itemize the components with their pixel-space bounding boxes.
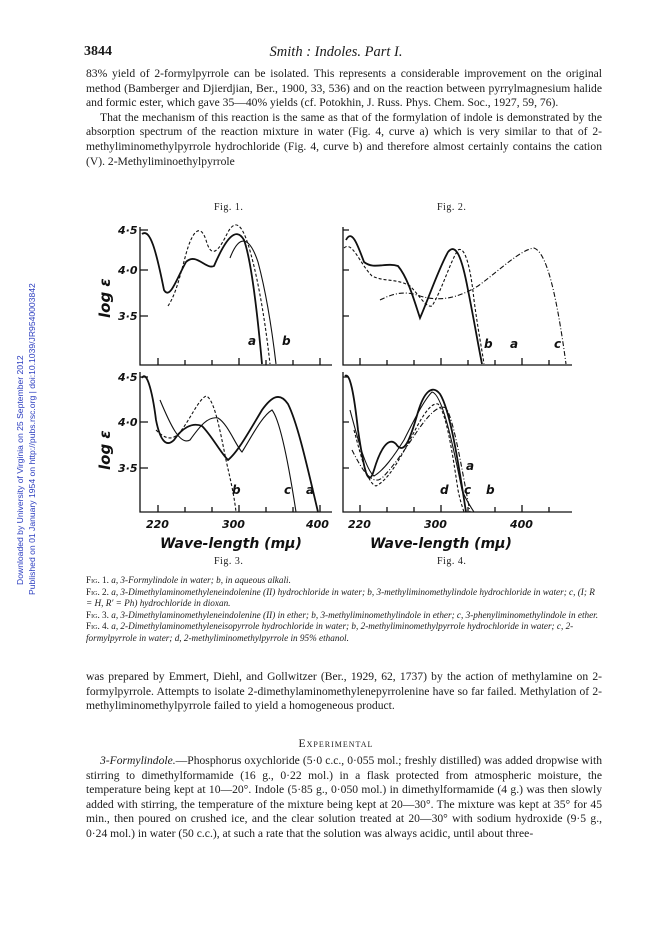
fig2-frame [343,227,572,365]
fig1-ytick-35: 3·5 [118,310,138,323]
caption-fig1-text: a, 3-Formylindole in water; b, in aqueous alkali. [111,575,291,585]
fig1-frame [140,227,332,365]
fig4-title: Fig. 4. [437,556,467,567]
caption-fig2-label: Fig. 2. [86,586,109,597]
fig4-frame [343,372,572,512]
figure-captions [86,575,602,645]
fig3-label-a: a [306,483,315,497]
section-title-experimental: Experimental [298,737,374,750]
fig1-ylabel: log ε [96,278,114,318]
paragraph-1: 83% yield of 2-formylpyrrole can be isolated. This represents a considerable improvement on the original method (Bamberger and Djierdjian, Ber., 1900, 33, 536) and on the reaction between pyrrylmagnesium halide and formic ester, which gave 35—40% yields (cf. Potokhin, J. Russ. Phys. Chem. Soc., 1927, 59, 76). [86,67,602,110]
caption-fig1-label: Fig. 1. [86,575,109,585]
experimental-body: —Phosphorus oxychloride (5·0 c.c., 0·055 mol.; freshly distilled) was added dropwise with stirring to dimethylformamide (16 g., 0·22 mol.) in a flask protected from atmospheric moisture, the temperature being kept at 10—20°. Indole (5·85 g., 0·050 mol.) in dimethylformamide (4 g.) was then slowly added with stirring, the temperature of the mixture being kept at 20—30°. The mixture was kept at 35° for 45 min., then poured on crushed ice, and the clear solution treated at 20—30° with sodium hydroxide (9·5 g., 0·24 mol.) in water (50 c.c.), at such a rate that the solution was always acidic, until about three- [86,754,602,840]
y-tick-marks [140,230,349,468]
experimental-text [86,754,602,842]
fig3-xlabel: Wave-length (mμ) [160,536,302,552]
fig4-label-d: d [440,483,449,497]
paragraph-4 [86,754,602,842]
fig3-xtick-400: 400 [306,518,329,531]
fig3-label-c: c [284,483,292,497]
fig1-label-b: b [282,334,291,348]
fig1-curve-a [142,233,262,364]
caption-fig1 [86,575,602,587]
fig2-curve-c [380,248,566,364]
fig3-curve-c [160,400,296,512]
fig3-ylabel: log ε [96,430,114,470]
page-number: 3844 [84,44,112,59]
fig1-ytick-45: 4·5 [118,224,138,237]
fig4-xlabel: Wave-length (mμ) [370,536,512,552]
fig2-title: Fig. 2. [437,202,467,213]
fig2-label-a: a [510,337,519,351]
fig2-label-b: b [484,337,493,351]
fig4-curve-c [352,407,470,512]
side-note-published: Published on 01 January 1954 on http://pubs.rsc.org | doi:10.1039/JR9540003842 [27,283,37,595]
fig3-ytick-40: 4·0 [118,416,138,429]
fig3-ytick-35: 3·5 [118,462,138,475]
body-middle [86,670,602,714]
side-note-downloaded: Downloaded by University of Virginia on 25 September 2012 [15,355,25,585]
caption-fig3 [86,610,602,622]
experimental-lead: 3-Formylindole. [100,754,176,767]
caption-fig2 [86,587,602,610]
fig1-label-a: a [248,334,257,348]
caption-fig3-label: Fig. 3. [86,609,109,620]
paragraph-3: was prepared by Emmert, Diehl, and Gollwitzer (Ber., 1929, 62, 1737) by the action of methylamine on 2-formylpyrrole. Attempts to isolate 2-dimethylaminomethylenepyrrolenine have so far failed. Methylation of 2-methyliminomethylpyrrole failed to yield a homogeneous product. [86,670,602,713]
fig2-curve-a [346,236,482,364]
caption-fig3-text: a, 3-Dimethylaminomethyleneindolenine (II) in ether; b, 3-methyliminomethylindole in ether; c, 3-phenyliminomethylindole in ether. [111,609,599,620]
fig3-xtick-220: 220 [146,518,169,531]
fig1-ytick-40: 4·0 [118,264,138,277]
fig3-title: Fig. 3. [214,556,244,567]
caption-fig4 [86,621,602,644]
fig4-xtick-220: 220 [348,518,371,531]
fig3-xtick-300: 300 [222,518,245,531]
running-head: Smith : Indoles. Part I. [269,44,403,60]
fig3-ytick-45: 4·5 [118,371,138,384]
caption-fig2-text: a, 3-Dimethylaminomethyleneindolenine (II) hydrochloride in water; b, 3-methyliminomethylindole hydrochloride in water; c, (I; R = H, R′ = Ph) hydrochloride in dioxan. [86,586,595,609]
caption-fig4-text: a, 2-Dimethylaminomethyleneisopyrrole hydrochloride in water; b, 2-methyliminomethylpyrrole hydrochloride in water; c, 2-formylpyrrole in water; d, 2-methyliminomethylpyrrole in 95% ethanol. [86,621,574,643]
caption-fig4-label: Fig. 4. [86,621,109,632]
fig4-label-c: c [464,483,472,497]
fig3-label-b: b [232,483,241,497]
fig2-curve-b [344,246,484,364]
fig4-xtick-400: 400 [510,518,533,531]
paragraph-2: That the mechanism of this reaction is the same as that of the formylation of indole is demonstrated by the absorption spectrum of the reaction mixture in water (Fig. 4, curve a) which is very similar to that of 2-methyliminomethylpyrrole hydrochloride (Fig. 4, curve b) and therefore almost certainly contains the cation (V). 2-Methyliminoethylpyrrole [86,110,602,168]
fig3-curve-a [142,376,318,512]
fig1-title: Fig. 1. [214,202,244,213]
fig4-label-a: a [466,459,475,473]
fig2-label-c: c [554,337,562,351]
fig4-xtick-300: 300 [424,518,447,531]
fig4-label-b: b [486,483,495,497]
